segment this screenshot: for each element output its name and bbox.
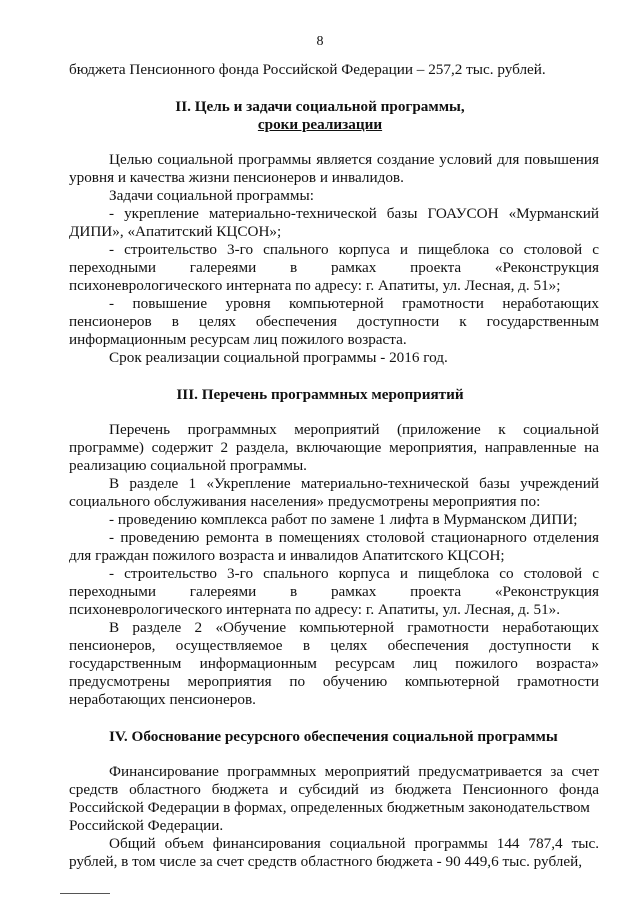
section-3-heading: III. Перечень программных мероприятий <box>176 386 464 403</box>
text-line: Российской Федерации. <box>69 817 224 834</box>
text-line: В разделе 1 «Укрепление материально-технической базы учреждений <box>109 475 599 492</box>
text-line: уровня и качества жизни пенсионеров и инвалидов. <box>69 169 404 186</box>
text-line: В разделе 2 «Обучение компьютерной грамотности неработающих <box>109 619 599 636</box>
text-line: Срок реализации социальной программы - 2016 год. <box>109 349 448 366</box>
text-line: - повышение уровня компьютерной грамотности неработающих <box>109 295 599 312</box>
text-line: информационным ресурсам лиц пожилого возраста. <box>69 331 407 348</box>
text-line: психоневрологического интерната по адресу: г. Апатиты, ул. Лесная, д. 51»; <box>69 277 561 294</box>
text-line: Перечень программных мероприятий (приложение к социальной <box>109 421 599 438</box>
text-line: Финансирование программных мероприятий предусматривается за счет <box>109 763 599 780</box>
text-line: реализацию социальной программы. <box>69 457 307 474</box>
text-line: социального обслуживания населения» предусмотрены мероприятия по: <box>69 493 541 510</box>
text-line: Задачи социальной программы: <box>109 187 314 204</box>
text-line: переходными галереями в рамках проекта «Реконструкция <box>69 583 599 600</box>
text-line: - строительство 3-го спального корпуса и пищеблока со столовой с <box>109 565 599 582</box>
text-line: переходными галереями в рамках проекта «Реконструкция <box>69 259 599 276</box>
text-line: - проведению ремонта в помещениях столовой стационарного отделения <box>109 529 599 546</box>
text-line: пенсионеров в целях обеспечения доступности к государственным <box>69 313 599 330</box>
text-line: психоневрологического интерната по адресу: г. Апатиты, ул. Лесная, д. 51». <box>69 601 561 618</box>
section-2-heading: II. Цель и задачи социальной программы, <box>175 98 465 115</box>
section-2-heading-underlined: сроки реализации <box>257 116 383 133</box>
text-line: Общий объем финансирования социальной программы 144 787,4 тыс. <box>109 835 599 852</box>
text-line: пенсионеров, осуществляемое в целях обеспечения доступности к <box>69 637 599 654</box>
text-line: программе) содержит 2 раздела, включающие мероприятия, направленные на <box>69 439 599 456</box>
scan-edge-mark <box>60 893 110 894</box>
section-2-heading-cont <box>0 116 640 134</box>
text-line: средств областного бюджета и субсидий из бюджета Пенсионного фонда <box>69 781 599 798</box>
page-number: 8 <box>316 34 324 49</box>
text-line: - строительство 3-го спального корпуса и пищеблока со столовой с <box>109 241 599 258</box>
text-line: рублей, в том числе за счет средств областного бюджета - 90 449,6 тыс. рублей, <box>69 853 583 870</box>
text-line: - проведению комплекса работ по замене 1 лифта в Мурманском ДИПИ; <box>109 511 578 528</box>
text-line: - укрепление материально-технической базы ГОАУСОН «Мурманский <box>109 205 599 222</box>
text-line: Целью социальной программы является создание условий для повышения <box>109 151 599 168</box>
text-line: ДИПИ», «Апатитский КЦСОН»; <box>69 223 282 240</box>
text-line: государственным информационным ресурсам лиц пожилого возраста» <box>69 655 599 672</box>
section-4-heading: IV. Обоснование ресурсного обеспечения социальной программы <box>109 728 558 745</box>
text-line: предусмотрены мероприятия по обучению компьютерной грамотности <box>69 673 599 690</box>
text-line: для граждан пожилого возраста и инвалидов Апатитского КЦСОН; <box>69 547 505 564</box>
text-line: бюджета Пенсионного фонда Российской Федерации – 257,2 тыс. рублей. <box>69 61 546 78</box>
text-line: неработающих пенсионеров. <box>69 691 256 708</box>
text-line: Российской Федерации в формах, определенных бюджетным законодательством <box>69 799 590 816</box>
